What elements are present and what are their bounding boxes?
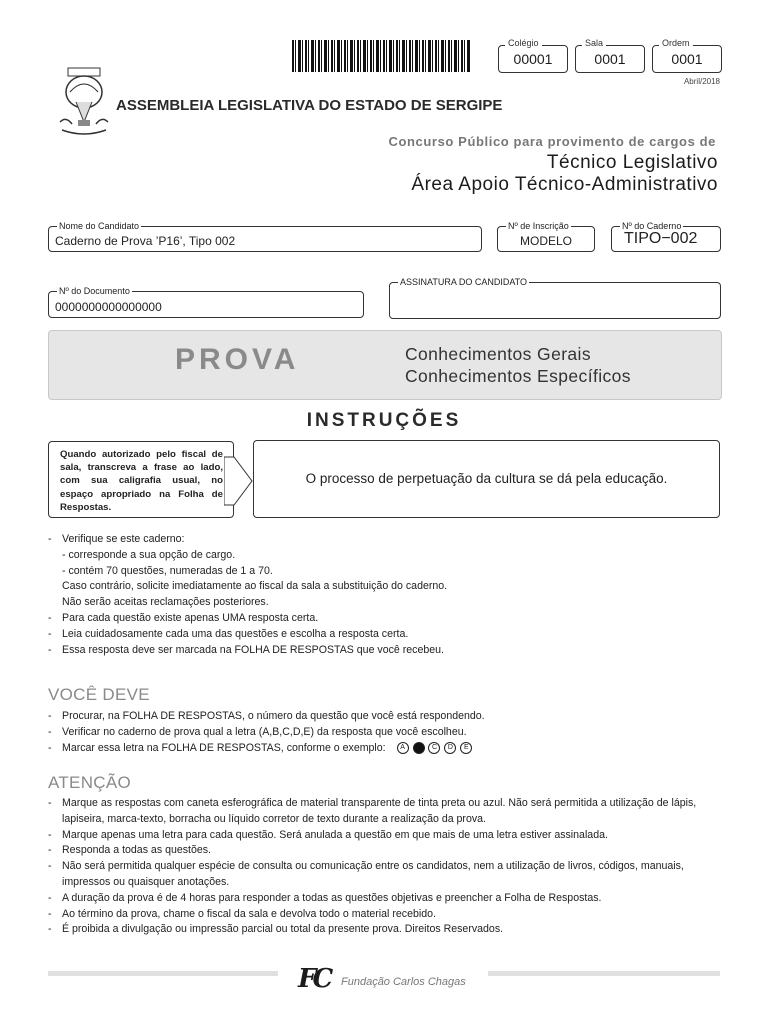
list-item: - Ao término da prova, chame o fiscal da sala e devolva todo o material recebido. (48, 907, 436, 920)
fcc-logo: FC (298, 964, 330, 994)
list-item: - contém 70 questões, numeradas de 1 a 70. (62, 564, 273, 577)
bubble-c-icon: C (428, 742, 440, 754)
bubble-e-icon: E (460, 742, 472, 754)
list-item: - Leia cuidadosamente cada uma das questões e escolha a resposta certa. (48, 627, 409, 640)
instruction-note: Quando autorizado pelo fiscal de sala, transcreva a frase ao lado, com sua caligrafia usual, no espaço apropriado na Folha de Respostas. (60, 449, 223, 513)
list-item: - Procurar, na FOLHA DE RESPOSTAS, o número da questão que você está respondendo. (48, 710, 485, 722)
assinatura-field (389, 277, 721, 319)
instrucoes-list (48, 532, 720, 658)
bubble-b-filled-icon (413, 742, 425, 754)
list-item: - Marque apenas uma letra para cada questão. Será anulada a questão em que mais de uma letra estiver assinalada. (48, 828, 608, 841)
colegio-label: Colégio (505, 37, 542, 49)
candidate-name-field (48, 221, 482, 252)
list-item: - Responda a todas as questões. (48, 844, 212, 857)
list-item: - É proibida a divulgação ou impressão parcial ou total da presente prova. Direitos Reservados. (48, 923, 504, 936)
candidate-name-label: Nome do Candidato (59, 221, 140, 231)
phrase-text: O processo de perpetuação da cultura se dá pela educação. (305, 471, 668, 486)
voce-deve-title: VOCÊ DEVE (48, 685, 150, 704)
date-label: Abril/2018 (683, 77, 720, 86)
arrow-icon (224, 455, 254, 507)
documento-label: Nº do Documento (59, 286, 130, 296)
inscricao-value: MODELO (519, 234, 572, 248)
colegio-value: 00001 (513, 51, 553, 67)
prova-panel (48, 330, 722, 400)
exam-area: Área Apoio Técnico-Administrativo (411, 174, 718, 195)
prova-line2: Conhecimentos Específicos (405, 366, 631, 386)
sala-label: Sala (582, 37, 606, 49)
inscricao-field (497, 221, 595, 252)
answer-example (397, 742, 474, 754)
footer-org: Fundação Carlos Chagas (341, 976, 466, 988)
list-item: - Não será permitida qualquer espécie de consulta ou comunicação entre os candidatos, nem a utilização de livros, códigos, manuais, impressos ou quaisquer anotações. (48, 860, 684, 888)
documento-field (48, 286, 364, 318)
list-item: - Verificar no caderno de prova qual a letra (A,B,C,D,E) da resposta que você escolheu. (48, 725, 467, 738)
instrucoes-title: INSTRUÇÕES (306, 410, 462, 431)
prova-title: PROVA (175, 343, 300, 376)
caderno-label: Nº do Caderno (622, 221, 682, 231)
sala-box (575, 38, 645, 73)
atencao-list (48, 796, 720, 938)
list-item: - A duração da prova é de 4 horas para responder a todas as questões objetivas e preencher a Folha de Respostas. (48, 891, 602, 904)
list-item: Caso contrário, solicite imediatamente ao fiscal da sala a substituição do caderno. (62, 580, 448, 593)
barcode (292, 40, 470, 72)
documento-value: 0000000000000000 (55, 300, 162, 314)
phrase-box (253, 440, 720, 518)
footer-rule-left (48, 971, 278, 976)
ordem-label: Ordem (659, 37, 693, 49)
bubble-a-icon: A (397, 742, 409, 754)
list-item: - Verifique se este caderno: (48, 533, 185, 545)
institution-title: ASSEMBLEIA LEGISLATIVA DO ESTADO DE SERGIPE (116, 97, 503, 114)
colegio-box (498, 38, 568, 73)
list-item: - Marque as respostas com caneta esferográfica de material transparente de tinta preta ou azul. Não será permitida a utilização de lápis, lapiseira, marca-texto, borracha ou líquido corretor de texto durante a realização da prova. (48, 797, 697, 825)
candidate-name-value: Caderno de Prova ’P16’, Tipo 002 (55, 234, 236, 248)
list-item: - Essa resposta deve ser marcada na FOLHA DE RESPOSTAS que você recebeu. (48, 643, 444, 656)
inscricao-label: Nº de Inscrição (508, 221, 569, 231)
list-item: - corresponde a sua opção de cargo. (62, 548, 236, 561)
coat-of-arms-icon (56, 62, 112, 138)
atencao-title: ATENÇÃO (48, 773, 132, 792)
footer-rule-right (488, 971, 720, 976)
sala-value: 0001 (594, 51, 626, 67)
voce-deve-list (48, 709, 720, 756)
bubble-d-icon: D (444, 742, 456, 754)
caderno-value: TIPO−002 (624, 230, 698, 247)
list-item: - Marcar essa letra na FOLHA DE RESPOSTAS, conforme o exemplo: A C D E (48, 741, 720, 757)
list-item: - Para cada questão existe apenas UMA resposta certa. (48, 611, 319, 624)
ordem-box (652, 38, 722, 73)
instruction-note-box (48, 441, 234, 518)
exam-position: Técnico Legislativo (546, 152, 718, 173)
ordem-value: 0001 (671, 51, 703, 67)
caderno-field (611, 221, 721, 252)
list-item: Não serão aceitas reclamações posteriores. (62, 596, 269, 609)
prova-line1: Conhecimentos Gerais (405, 344, 591, 364)
exam-subtitle: Concurso Público para provimento de cargos de (388, 134, 716, 149)
assinatura-label: ASSINATURA DO CANDIDATO (400, 277, 528, 287)
